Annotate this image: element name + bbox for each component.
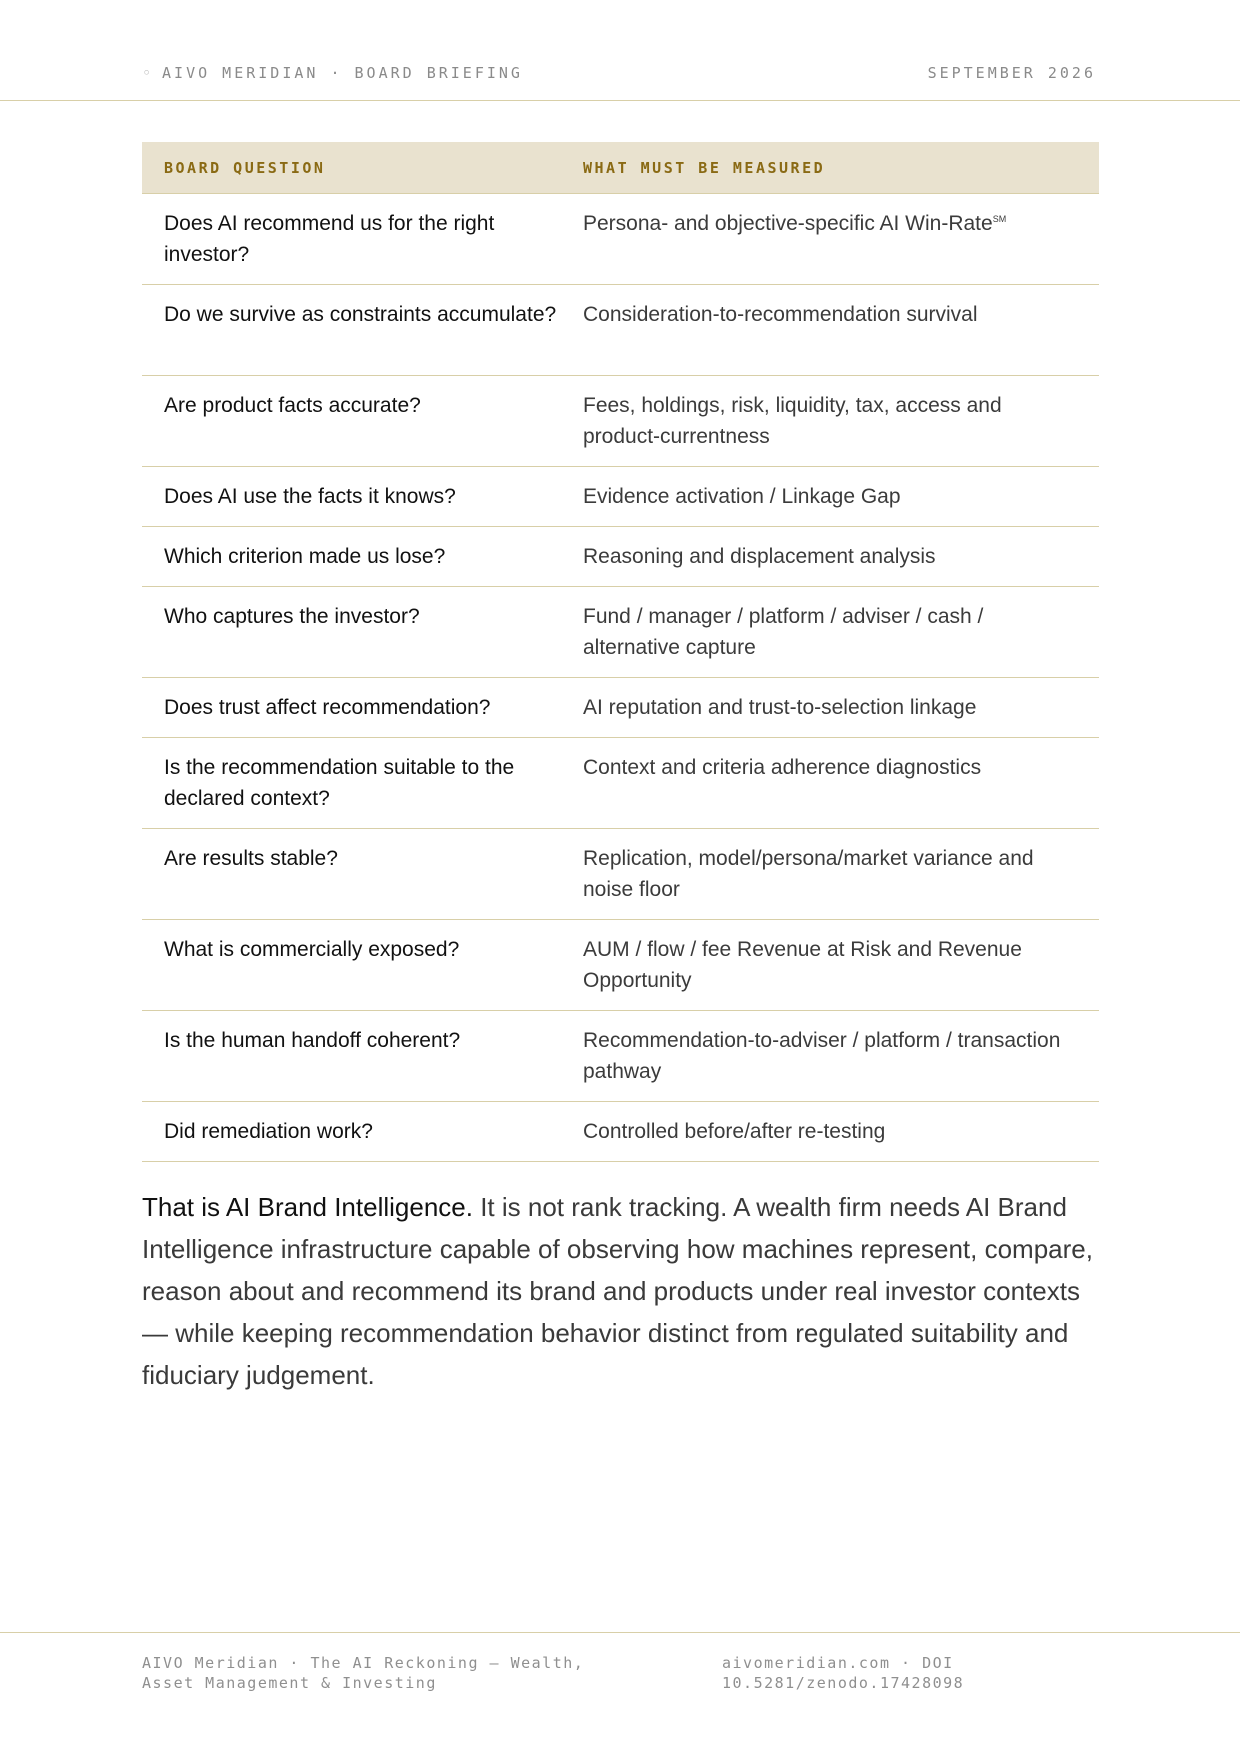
measure-cell: AUM / flow / fee Revenue at Risk and Revenue Opportunity xyxy=(583,938,1022,992)
table-row xyxy=(142,920,1099,1011)
page-footer xyxy=(0,1632,1240,1754)
header-title-text: AIVO MERIDIAN · BOARD BRIEFING xyxy=(162,64,523,82)
measure-cell: Consideration-to-recommendation survival xyxy=(583,303,978,326)
question-cell: Are results stable? xyxy=(164,847,338,870)
table-row xyxy=(142,285,1099,376)
page-header xyxy=(0,0,1240,101)
bullet-icon: ◦ xyxy=(142,64,155,82)
table-row xyxy=(142,738,1099,829)
board-questions-table xyxy=(142,142,1099,1162)
question-cell: What is commercially exposed? xyxy=(164,938,460,961)
table-header xyxy=(142,142,1099,194)
measure-cell: Recommendation-to-adviser / platform / transaction pathway xyxy=(583,1029,1061,1083)
conclusion-paragraph xyxy=(142,1186,1102,1396)
service-mark: SM xyxy=(992,214,1007,224)
question-cell: Which criterion made us lose? xyxy=(164,545,446,568)
column-header-question: BOARD QUESTION xyxy=(164,158,326,177)
measure-cell: Context and criteria adherence diagnostics xyxy=(583,756,982,779)
table-row xyxy=(142,1102,1099,1162)
question-cell: Is the human handoff coherent? xyxy=(164,1029,461,1052)
question-cell: Is the recommendation suitable to the declared context? xyxy=(164,756,515,810)
header-title xyxy=(142,64,523,82)
table-row xyxy=(142,587,1099,678)
table-row xyxy=(142,376,1099,467)
question-cell: Who captures the investor? xyxy=(164,605,420,628)
measure-cell: Fund / manager / platform / adviser / cash / alternative capture xyxy=(583,605,984,659)
measure-cell: Evidence activation / Linkage Gap xyxy=(583,485,901,508)
table-row xyxy=(142,194,1099,285)
measure-cell: Replication, model/persona/market variance and noise floor xyxy=(583,847,1034,901)
measure-text: Persona- and objective-specific AI Win-Rate xyxy=(583,212,993,235)
table-row xyxy=(142,829,1099,920)
table-row xyxy=(142,1011,1099,1102)
question-cell: Does AI use the facts it knows? xyxy=(164,485,456,508)
question-cell: Does AI recommend us for the right investor? xyxy=(164,212,495,266)
measure-cell xyxy=(583,208,1099,284)
measure-cell: Reasoning and displacement analysis xyxy=(583,545,936,568)
question-cell: Are product facts accurate? xyxy=(164,394,421,417)
table-row xyxy=(142,527,1099,587)
conclusion-body: It is not rank tracking. A wealth firm needs AI Brand Intelligence infrastructure capable of observing how machines represent, compare, reason about and recommend its brand and products under real investor contexts — while keeping recommendation behavior distinct from regulated suitability and fiduciary judgement. xyxy=(142,1192,1093,1390)
footer-publication: AIVO Meridian · The AI Reckoning — Wealth, Asset Management & Investing xyxy=(142,1654,585,1692)
column-header-measure: WHAT MUST BE MEASURED xyxy=(583,158,826,177)
table-row xyxy=(142,467,1099,527)
conclusion-lead: That is AI Brand Intelligence. xyxy=(142,1192,473,1222)
question-cell: Does trust affect recommendation? xyxy=(164,696,491,719)
measure-cell: AI reputation and trust-to-selection linkage xyxy=(583,696,977,719)
measure-cell: Fees, holdings, risk, liquidity, tax, access and product-currentness xyxy=(583,394,1002,448)
header-date: SEPTEMBER 2026 xyxy=(927,64,1096,82)
table-row xyxy=(142,678,1099,738)
question-cell: Do we survive as constraints accumulate? xyxy=(164,303,557,326)
footer-doi: aivomeridian.com · DOI 10.5281/zenodo.17428098 xyxy=(722,1654,965,1692)
question-cell: Did remediation work? xyxy=(164,1120,373,1143)
measure-cell: Controlled before/after re-testing xyxy=(583,1120,886,1143)
